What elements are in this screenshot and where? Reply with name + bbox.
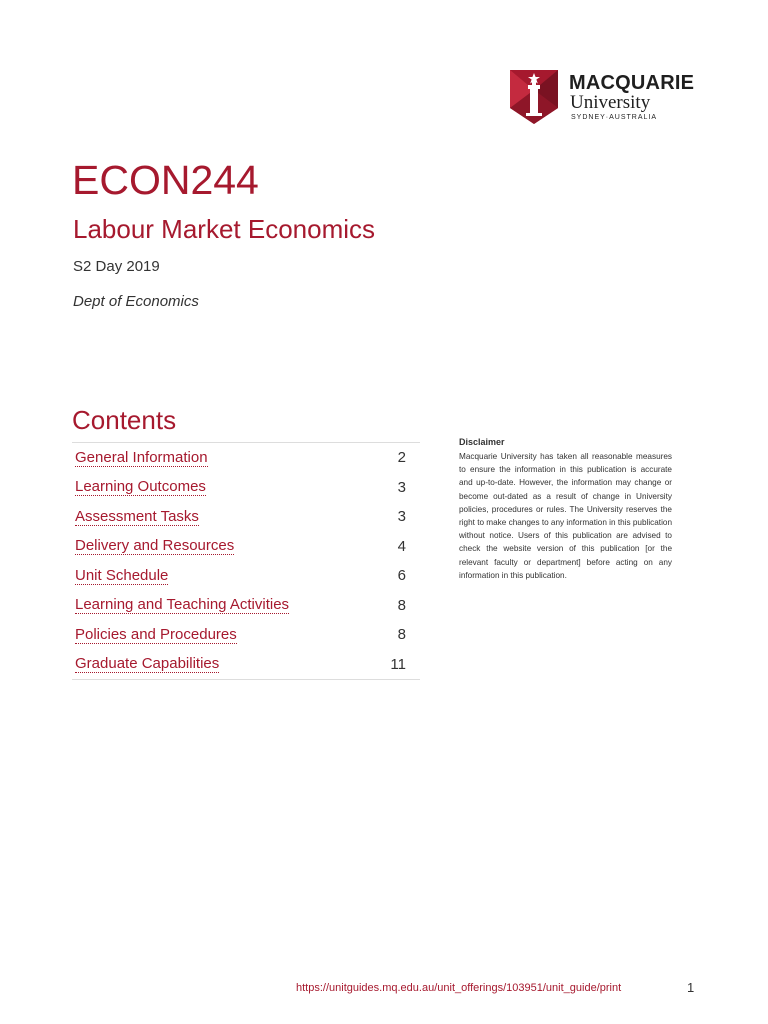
disclaimer-title: Disclaimer	[459, 437, 505, 447]
toc-link-policies-and-procedures[interactable]: Policies and Procedures	[75, 625, 237, 643]
contents-heading: Contents	[72, 405, 177, 435]
shield-icon	[510, 70, 558, 124]
toc-row	[72, 532, 420, 562]
toc-link-learning-and-teaching-activities[interactable]: Learning and Teaching Activities	[75, 596, 290, 614]
toc-link-assessment-tasks[interactable]: Assessment Tasks	[75, 507, 199, 525]
toc-page-number: 3	[397, 478, 406, 496]
unit-title: Labour Market Economics	[73, 214, 376, 244]
toc-page-number: 3	[397, 508, 406, 526]
disclaimer-text: Macquarie University has taken all reasonable measures to ensure the information in this publication is accurate and up-to-date. However, the information may change or become out-dated as a result of change in University policies, procedures or rules. The University reserves the right to make changes to any information in this publication without notice. Users of this publication are advised to check the website version of this publication [or the relevant faculty or department] before acting on any information in this publication.	[459, 452, 672, 580]
toc-row	[72, 561, 420, 591]
toc-link-learning-outcomes[interactable]: Learning Outcomes	[75, 478, 206, 496]
toc-link-general-information[interactable]: General Information	[75, 448, 208, 466]
disclaimer	[459, 437, 672, 582]
toc-link-delivery-and-resources[interactable]: Delivery and Resources	[75, 537, 235, 555]
toc-link-graduate-capabilities[interactable]: Graduate Capabilities	[75, 655, 220, 673]
table-of-contents	[72, 442, 420, 680]
university-logo	[510, 70, 700, 126]
department: Dept of Economics	[73, 293, 199, 310]
page-number: 1	[687, 980, 695, 995]
toc-row	[72, 650, 420, 680]
logo-name-line1: MACQUARIE	[569, 72, 695, 94]
logo-name-line2: University	[570, 92, 651, 113]
toc-row	[72, 443, 420, 473]
footer-url-link[interactable]: https://unitguides.mq.edu.au/unit_offerings/103951/unit_guide/print	[296, 982, 622, 994]
logo-tagline: SYDNEY·AUSTRALIA	[571, 114, 658, 121]
toc-page-number: 8	[397, 596, 406, 614]
toc-row	[72, 502, 420, 532]
toc-row	[72, 591, 420, 621]
toc-link-unit-schedule[interactable]: Unit Schedule	[75, 566, 169, 584]
toc-page-number: 11	[390, 655, 406, 673]
toc-row	[72, 620, 420, 650]
toc-page-number: 6	[397, 567, 406, 585]
unit-code: ECON244	[72, 157, 259, 203]
toc-row	[72, 473, 420, 503]
toc-page-number: 2	[397, 449, 406, 467]
unit-offering: S2 Day 2019	[73, 258, 160, 275]
toc-page-number: 8	[397, 626, 406, 644]
toc-page-number: 4	[397, 537, 406, 555]
